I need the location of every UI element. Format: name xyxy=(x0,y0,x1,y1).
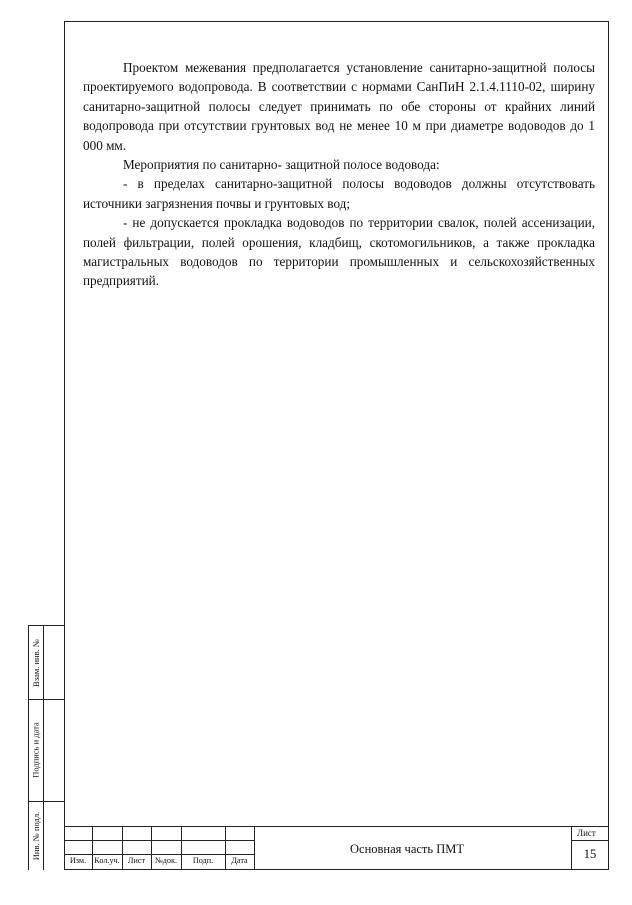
side-label-inv-original: Инв. № подл. xyxy=(31,811,41,861)
header-list: Лист xyxy=(127,856,146,865)
header-ndok: №док. xyxy=(154,856,178,865)
header-podp: Подп. xyxy=(192,856,214,865)
document-title: Основная часть ПМТ xyxy=(350,842,464,856)
paragraph-intro: Проектом межевания предполагается установление санитарно-защитной полосы проектируемого водопровода. В соответствии с нормами СанПиН 2.1.4.1110-02, ширину санитарно-защитной полосы следует принимать по обе стороны от крайних линий водопровода при отсутствии грунтовых вод не менее 10 м при диаметре водоводов до 1 000 мм. xyxy=(83,60,595,153)
side-stamp xyxy=(28,625,64,870)
side-label-inv-replaced: Взам. инв. № xyxy=(31,638,41,687)
title-block xyxy=(64,826,609,870)
header-data: Дата xyxy=(231,856,248,865)
sheet-label: Лист xyxy=(577,828,596,838)
paragraph-measures-heading: Мероприятия по санитарно- защитной полосе водовода: xyxy=(123,157,440,173)
side-label-signature-date: Подпись и дата xyxy=(31,722,42,778)
header-izm: Изм. xyxy=(69,856,87,865)
header-kol-uch: Кол.уч. xyxy=(94,856,120,865)
sheet-number: 15 xyxy=(583,847,597,861)
document-body xyxy=(83,58,595,291)
paragraph-measure-1: - в пределах санитарно-защитной полосы водоводов должны отсутствовать источники загрязнения почвы и грунтовых вод; xyxy=(83,176,595,211)
paragraph-measure-2: - не допускается прокладка водоводов по территории свалок, полей ассенизации, полей фильтрации, полей орошения, кладбищ, скотомогильников, а также прокладка магистральных водоводов по территории промышленных и сельскохозяйственных предприятий. xyxy=(83,215,595,289)
